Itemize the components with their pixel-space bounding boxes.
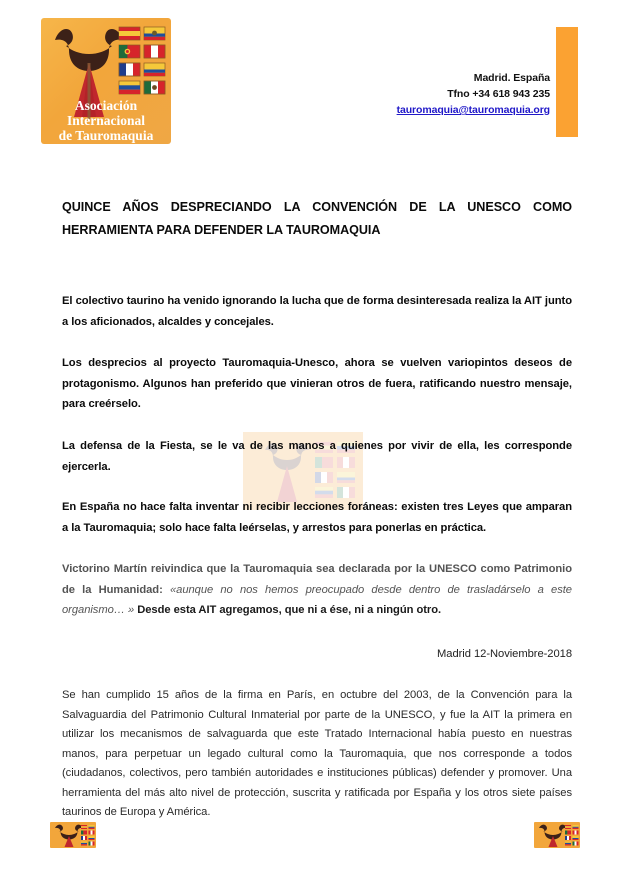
- page-title: QUINCE AÑOS DESPRECIANDO LA CONVENCIÓN DE LA UNESCO COMO HERRAMIENTA PARA DEFENDER LA TAUROMAQUIA: [62, 200, 572, 237]
- quote-paragraph: [62, 559, 572, 621]
- contact-email-link[interactable]: tauromaquia@tauromaquia.org: [396, 104, 550, 116]
- logo-line-1: Asociación: [74, 98, 138, 113]
- ait-logo: [41, 18, 171, 144]
- logo-line-3: de Tauromaquia: [58, 128, 154, 143]
- paragraph-4: En España no hace falta inventar ni recibir lecciones foráneas: existen tres Leyes que amparan a la Tauromaquia; solo hace falta leérselas, y arrestos para ponerlas en práctica.: [62, 501, 572, 534]
- closing-paragraph: Se han cumplido 15 años de la firma en París, en octubre del 2003, de la Convención para la Salvaguardia del Patrimonio Cultural Inmaterial por parte de la UNESCO, y fue la AIT la primera en utilizar los mecanismos de salvaguarda que este Tratado Internacional había puesto en nuestras manos, para perpetuar un legado cultural como la Tauromaquia, que nos corresponde a todos (ciudadanos, colectivos, pero también autoridades e instituciones públicas) defender y promover. Una herramienta del más alto nivel de protección, suscrita y ratificada por España y los otros siete países taurinos de Europa y América.: [62, 689, 572, 818]
- paragraph-3: La defensa de la Fiesta, se le va de las manos a quienes por vivir de ella, les corresponde ejercerla.: [62, 440, 572, 473]
- header-accent-bar: [556, 27, 578, 137]
- paragraph-1: El colectivo taurino ha venido ignorando la lucha que de forma desinteresada realiza la AIT junto a los aficionados, alcaldes y concejales.: [62, 295, 572, 328]
- quote-lead: Victorino Martín reivindica que la Tauromaquia sea declarada por la UNESCO como Patrimonio de la Humanidad:: [62, 563, 572, 596]
- footer-logo-left: [50, 822, 96, 848]
- quote-tail: Desde esta AIT agregamos, que ni a ése, ni a ningún otro.: [134, 604, 442, 616]
- logo-line-2: Internacional: [66, 113, 146, 128]
- paragraph-2: Los desprecios al proyecto Tauromaquia-Unesco, ahora se vuelven variopintos deseos de protagonismo. Algunos han preferido que vinieran otros de fuera, ratificando nuestro mensaje, para creérselo.: [62, 357, 572, 410]
- date-line: Madrid 12-Noviembre-2018: [437, 648, 572, 660]
- contact-phone: Tfno +34 618 943 235: [447, 88, 550, 100]
- contact-city: Madrid. España: [473, 72, 550, 84]
- contact-block: [330, 70, 550, 118]
- quote-text: «aunque no nos hemos preocupado desde dentro de trasladárselo a este organismo… »: [62, 583, 572, 616]
- footer-logo-right: [534, 822, 580, 848]
- document-header: [0, 0, 625, 165]
